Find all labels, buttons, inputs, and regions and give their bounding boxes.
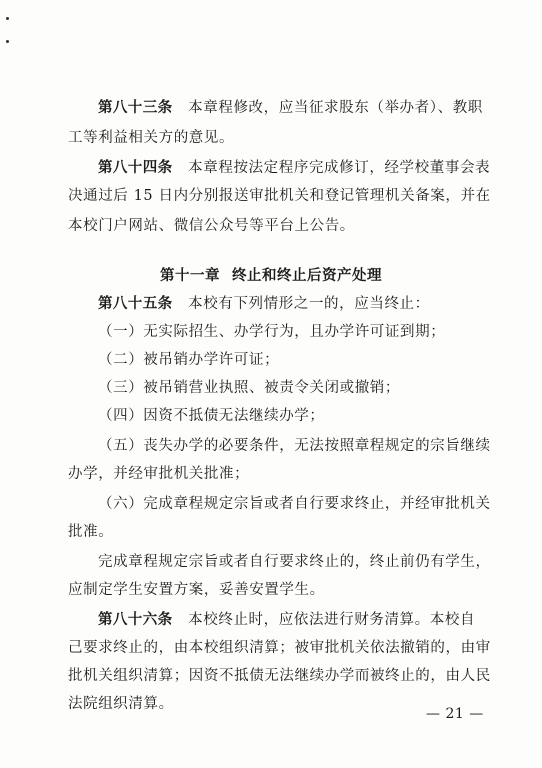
- article-85-item: 批准。: [68, 524, 114, 540]
- article-85-line-1: [98, 294, 430, 314]
- article-85-item: （二）被吊销办学许可证；: [98, 352, 280, 368]
- article-85-label: 第八十五条: [98, 295, 173, 312]
- chapter-number: 第十一章: [160, 267, 220, 284]
- article-84-line-3: 本校门户网站、微信公众号等平台上公告。: [68, 218, 355, 234]
- article-84-label: 第八十四条: [98, 159, 173, 176]
- article-83-label: 第八十三条: [98, 99, 173, 116]
- article-83-text: 本章程修改，应当征求股东（举办者）、教职: [188, 100, 483, 116]
- article-86-line-3: 批机关组织清算；因资不抵债无法继续办学而被终止的，由人民: [68, 668, 491, 684]
- article-86-text: 本校终止时，应依法进行财务清算。本校自: [188, 612, 476, 628]
- chapter-heading: [0, 266, 542, 286]
- page-number: — 21 —: [426, 706, 484, 722]
- article-85-item: 办学，并经审批机关批准；: [68, 466, 250, 482]
- article-85-item: （五）丧失办学的必要条件，无法按照章程规定的宗旨继续: [98, 438, 491, 454]
- article-85-item: （四）因资不抵债无法继续办学；: [98, 408, 325, 424]
- article-83-line-2: 工等利益相关方的意见。: [68, 130, 235, 146]
- article-84-line-2: 决通过后 15 日内分别报送审批机关和登记管理机关备案，并在: [68, 188, 491, 204]
- scan-speck: [6, 17, 9, 20]
- article-85-para-2-line-1: 完成章程规定宗旨或者自行要求终止的，终止前仍有学生，: [98, 554, 491, 570]
- article-84-text: 本章程按法定程序完成修订，经学校董事会表: [188, 160, 491, 176]
- article-85-para-2-line-2: 应制定学生安置方案，妥善安置学生。: [68, 582, 325, 598]
- article-85-item: （三）被吊销营业执照、被责令关闭或撤销；: [98, 380, 400, 396]
- article-85-item: （一）无实际招生、办学行为，且办学许可证到期；: [98, 324, 446, 340]
- article-85-item: （六）完成章程规定宗旨或者自行要求终止，并经审批机关: [98, 496, 491, 512]
- chapter-title: 终止和终止后资产处理: [232, 267, 382, 284]
- article-86-line-2: 己要求终止的，由本校组织清算；被审批机关依法撤销的，由审: [68, 640, 491, 656]
- article-84-line-1: [98, 158, 490, 178]
- scan-speck: [6, 40, 9, 43]
- article-85-text: 本校有下列情形之一的，应当终止：: [188, 296, 430, 312]
- article-83-line-1: [98, 98, 483, 118]
- article-86-label: 第八十六条: [98, 611, 173, 628]
- article-86-line-4: 法院组织清算。: [68, 696, 174, 712]
- article-86-line-1: [98, 610, 475, 630]
